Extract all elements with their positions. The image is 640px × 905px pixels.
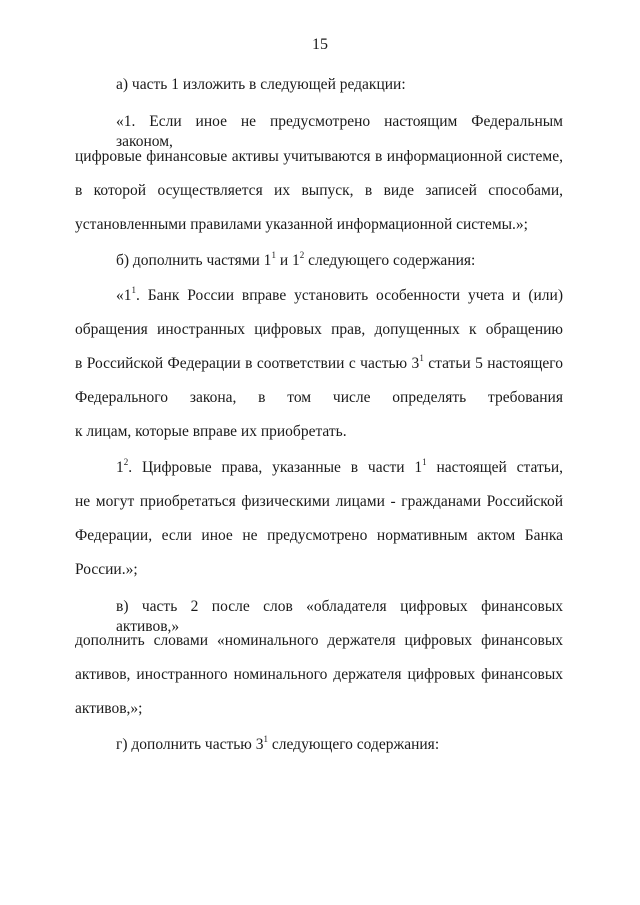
text-span: следующего содержания: [304,252,476,269]
paragraph-1-2-line-2: не могут приобретаться физическими лицами - гражданами Российской [75,493,563,510]
text-span: и 1 [275,252,300,269]
paragraph-v-line-3: активов, иностранного номинального держателя цифровых финансовых [75,666,563,683]
text-span: в Российской Федерации в соответствии с частью 3 [75,355,420,372]
superscript: 2 [123,456,129,467]
paragraph-v-line-4: активов,»; [75,700,143,717]
text-span: следующего содержания: [268,736,440,753]
text-span: «1 [116,287,132,304]
paragraph-v-line-1: в) часть 2 после слов «обладателя цифровых финансовых активов,» [116,598,563,635]
paragraph-1-2-line-3: Федерации, если иное не предусмотрено нормативным актом Банка [75,527,563,544]
text-span: . Банк России вправе установить особенности учета и (или) [136,287,563,304]
paragraph-1-line-4: установленными правилами указанной информационной системы.»; [75,216,528,233]
text-span: настоящей статьи, [426,459,563,476]
paragraph-v-line-2: дополнить словами «номинального держателя цифровых финансовых [75,632,563,649]
paragraph-b-line [116,251,563,271]
superscript: 1 [263,733,269,744]
paragraph-1-2-line-4: России.»; [75,561,138,578]
page-number: 15 [312,36,328,53]
text-span: г) дополнить частью 3 [116,736,264,753]
paragraph-1-1-line-2: обращения иностранных цифровых прав, допущенных к обращению [75,321,563,338]
superscript: 1 [419,352,424,363]
paragraph-1-line-1: «1. Если иное не предусмотрено настоящим Федеральным законом, [116,113,563,150]
text-span: статьи 5 настоящего [423,355,564,372]
paragraph-1-1-line-5: к лицам, которые вправе их приобретать. [75,423,347,440]
superscript: 1 [271,249,276,260]
superscript: 1 [422,456,427,467]
superscript: 2 [299,249,305,260]
text-span: б) дополнить частями 1 [116,252,272,269]
paragraph-1-line-2: цифровые финансовые активы учитываются в информационной системе, [75,148,563,165]
paragraph-1-1-line-4: Федерального закона, в том числе определять требования [75,389,563,406]
paragraph-1-line-3: в которой осуществляется их выпуск, в виде записей способами, [75,182,563,199]
paragraph-1-1-line-3 [75,354,563,374]
paragraph-a-line: а) часть 1 изложить в следующей редакции: [116,76,406,93]
text-span: 1 [116,459,124,476]
text-span: . Цифровые права, указанные в части 1 [128,459,423,476]
paragraph-g-line [116,735,563,755]
paragraph-1-2-line-1 [116,458,563,478]
superscript: 1 [131,284,136,295]
paragraph-1-1-line-1 [116,286,563,306]
